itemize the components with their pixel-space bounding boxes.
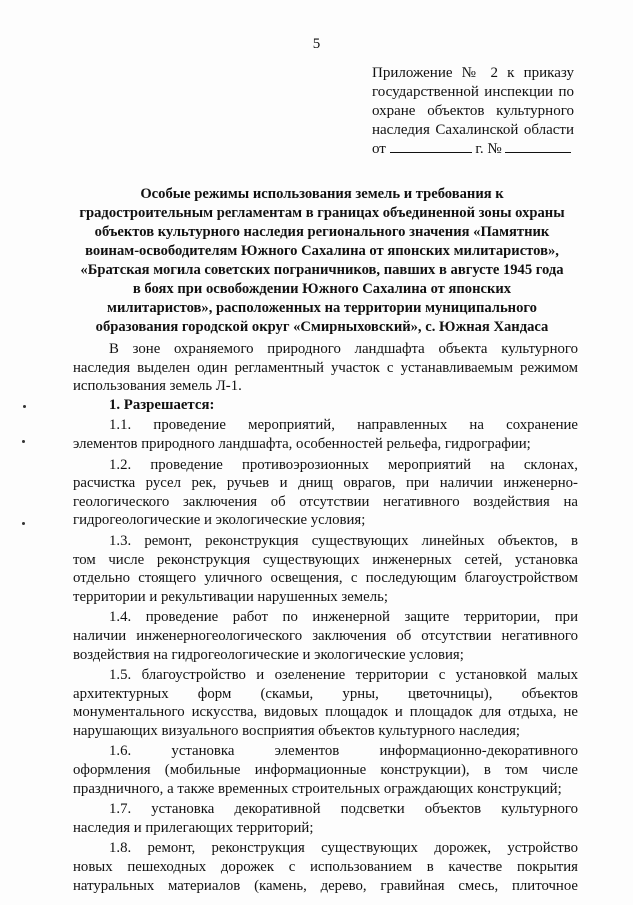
title-line: градостроительным регламентам в границах объединенной зоны охраны: [79, 205, 565, 221]
page-number: 5: [312, 36, 321, 52]
text-line: наличии инженерногеологического заключения об отсутствии негативного: [73, 627, 578, 644]
text-line: наследия и прилегающих территорий;: [73, 819, 314, 836]
text-line: гидрогеологические и экологические условия;: [73, 512, 366, 529]
item-1-5: [73, 666, 578, 740]
document-title: [62, 185, 582, 337]
date-blank: [390, 140, 472, 153]
intro-paragraph: [73, 340, 578, 396]
text-line: том числе реконструкция существующих инженерных сетей, установка: [73, 551, 578, 568]
text-line: 1.4. проведение работ по инженерной защите территории, при: [109, 609, 578, 626]
text-line: 1.5. благоустройство и озеленение территории с установкой малых: [109, 667, 578, 684]
text-line: В зоне охраняемого природного ландшафта объекта культурного: [109, 341, 578, 357]
text-line: 1.7. установка декоративной подсветки объектов культурного: [109, 801, 578, 818]
item-1-2: [73, 456, 578, 530]
title-line: Особые режимы использования земель и требования к: [140, 186, 504, 202]
text-line: 1.6. установка элементов информационно-декоративного: [109, 743, 578, 760]
document-body: [73, 340, 578, 895]
number-blank: [505, 140, 571, 153]
text-line: воздействия на гидрогеологические и экологические условия;: [73, 646, 464, 663]
item-1-3: [73, 532, 578, 606]
text-line: территории и рекультивации нарушенных земель;: [73, 588, 388, 605]
text-line: наследия выделен один регламентный участок с устанавливаемым режимом: [73, 359, 578, 376]
text-line: архитектурных форм (скамьи, урны, цветочницы), объектов: [73, 685, 578, 702]
annex-line: государственной инспекции по: [372, 84, 574, 100]
text-line: 1.1. проведение мероприятий, направленных на сохранение: [109, 417, 578, 434]
annex-line: наследия Сахалинской области: [372, 122, 574, 138]
date-prefix: от: [372, 141, 386, 157]
annex-line: охране объектов культурного: [372, 103, 574, 119]
title-line: воинам-освободителям Южного Сахалина от японских милитаристов»,: [85, 243, 559, 259]
title-line: в боях при освобождении Южного Сахалина от японских: [132, 281, 512, 297]
text-line: праздничного, а также временных строительных ограждающих конструкций;: [73, 780, 562, 797]
text-line: расчистка русел рек, ручьев и днищ оврагов, при наличии инженерно-: [73, 475, 578, 492]
title-line: «Братская могила советских пограничников, павших в августе 1945 года: [80, 262, 564, 278]
section-heading: 1. Разрешается:: [109, 396, 215, 413]
text-line: геологического заключения об отсутствии негативного воздействия на: [73, 493, 578, 510]
title-line: объектов культурного наследия регионального значения «Памятник: [94, 224, 550, 240]
annex-line: Приложение № 2 к приказу: [372, 65, 574, 81]
title-line: милитаристов», расположенных на территории муниципального: [107, 300, 537, 316]
text-line: натуральных материалов (камень, дерево, гравийная смесь, плиточное: [73, 877, 578, 894]
scan-dot: [22, 522, 25, 525]
text-line: элементов природного ландшафта, особенностей рельефа, гидрографии;: [73, 435, 531, 452]
item-1-8: [73, 839, 578, 895]
text-line: 1.8. ремонт, реконструкция существующих дорожек, устройство: [109, 840, 578, 857]
item-1-1: [73, 416, 578, 453]
item-1-6: [73, 742, 578, 798]
text-line: 1.3. ремонт, реконструкция существующих линейных объектов, в: [109, 532, 578, 549]
text-line: монументального искусства, видовых площадок и площадок для отдыха, не: [73, 704, 578, 721]
text-line: 1.2. проведение противоэрозионных мероприятий на склонах,: [109, 456, 578, 473]
text-line: нарушающих визуального восприятия объектов культурного наследия;: [73, 722, 521, 739]
text-line: отдельно стоящего уличного освещения, с последующим благоустройством: [73, 570, 578, 587]
title-line: образования городской округ «Смирныховский», с. Южная Хандаса: [95, 319, 549, 335]
item-1-4: [73, 608, 578, 664]
text-line: оформления (мобильные информационные конструкции), в том числе: [73, 762, 578, 779]
number-prefix: г. №: [475, 141, 502, 157]
annex-date-line: [372, 140, 574, 159]
scan-dot: [22, 440, 25, 443]
item-1-7: [73, 800, 578, 837]
annex-header: [372, 64, 574, 159]
text-line: использования земель Л-1.: [73, 378, 242, 395]
text-line: новых пешеходных дорожек с использованием в качестве покрытия: [73, 859, 578, 876]
scan-dot: [23, 405, 26, 408]
